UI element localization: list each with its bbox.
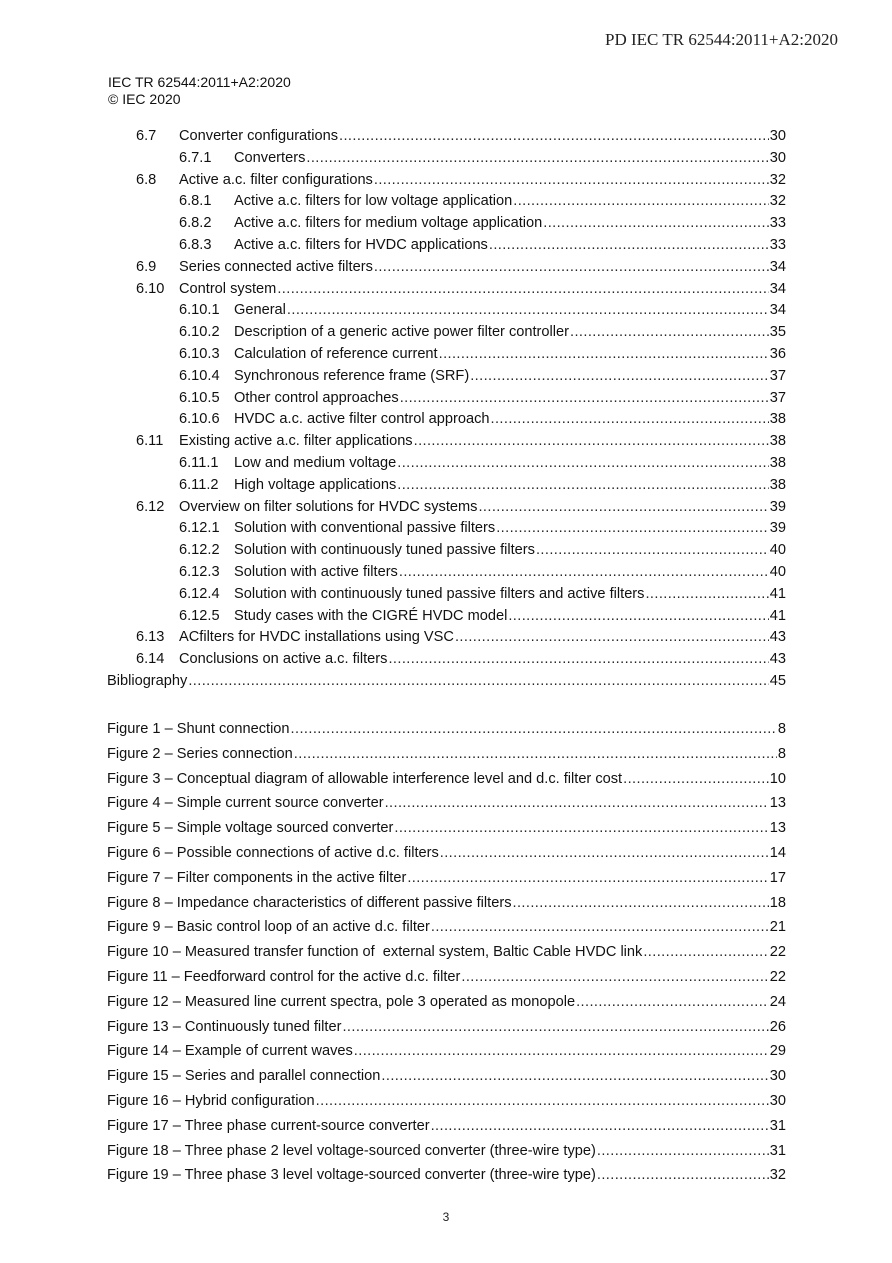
dot-leader	[291, 721, 777, 737]
dot-leader	[342, 1019, 768, 1035]
page-ref: 18	[769, 894, 786, 911]
dot-leader	[543, 215, 769, 231]
entry-title: Figure 19 – Three phase 3 level voltage-sourced converter (three-wire type)	[107, 1167, 596, 1184]
dot-leader	[294, 746, 777, 762]
page-ref: 26	[769, 1018, 786, 1035]
page-ref: 34	[769, 258, 786, 275]
dot-leader	[339, 128, 769, 144]
page-ref: 39	[769, 498, 786, 515]
dot-leader	[394, 820, 768, 836]
toc-entry[interactable]	[179, 193, 786, 213]
section-number: 6.10.2	[179, 324, 220, 341]
dot-leader	[306, 150, 768, 166]
page-ref: 33	[769, 215, 786, 232]
page-ref: 41	[769, 607, 786, 624]
page-ref: 32	[769, 1167, 786, 1184]
section-number: 6.9	[136, 258, 157, 275]
entry-title: Figure 1 – Shunt connection	[107, 721, 290, 737]
section-number: 6.11.2	[179, 476, 219, 493]
entry-title: Active a.c. filters for low voltage application	[234, 193, 513, 210]
page-ref: 30	[769, 1093, 786, 1109]
toc-entry[interactable]	[179, 477, 786, 497]
toc-entry[interactable]	[179, 520, 786, 540]
entry-title: Figure 6 – Possible connections of active d.c. filters	[107, 845, 439, 861]
page-ref: 40	[769, 542, 786, 559]
entry-title: Existing active a.c. filter applications	[179, 433, 413, 450]
entry-title: Study cases with the CIGRÉ HVDC model	[234, 607, 508, 624]
entry-title: Converter configurations	[179, 128, 338, 144]
entry-title: Bibliography	[107, 673, 188, 689]
dot-leader	[597, 1143, 769, 1159]
entry-title: Active a.c. filter configurations	[179, 171, 373, 188]
page-ref: 29	[769, 1043, 786, 1060]
section-number: 6.12	[136, 498, 165, 515]
page-ref: 22	[769, 944, 786, 961]
entry-title: Figure 3 – Conceptual diagram of allowable interference level and d.c. filter cost	[107, 770, 623, 787]
entry-title: Figure 14 – Example of current waves	[107, 1043, 353, 1060]
document-id: IEC TR 62544:2011+A2:2020	[108, 74, 291, 90]
page-ref: 17	[769, 869, 786, 886]
entry-title: Low and medium voltage	[234, 455, 397, 471]
entry-title: Calculation of reference current	[234, 346, 438, 362]
page-ref: 30	[769, 1068, 786, 1085]
dot-leader	[277, 281, 768, 297]
page-ref: 39	[769, 520, 786, 537]
entry-title: Figure 7 – Filter components in the active filter	[107, 869, 407, 886]
entry-title: Figure 10 – Measured transfer function of external system, Baltic Cable HVDC link	[107, 944, 643, 961]
entry-title: Figure 9 – Basic control loop of an active d.c. filter	[107, 919, 430, 936]
toc-entry[interactable]	[136, 433, 786, 453]
section-number: 6.14	[136, 651, 165, 668]
page-ref: 13	[769, 820, 786, 837]
dot-leader	[414, 433, 769, 449]
page-ref: 30	[769, 128, 786, 144]
page-ref: 8	[777, 745, 786, 762]
page-ref: 22	[769, 969, 786, 985]
section-number: 6.12.5	[179, 607, 220, 624]
entry-title: Other control approaches	[234, 389, 399, 406]
dot-leader	[354, 1043, 769, 1059]
toc-entry[interactable]	[136, 172, 786, 192]
entry-title: Figure 15 – Series and parallel connection	[107, 1068, 381, 1085]
section-number: 6.12.3	[179, 564, 220, 580]
toc-entry[interactable]	[136, 128, 786, 148]
page-ref: 31	[769, 1142, 786, 1159]
page-ref: 14	[769, 845, 786, 861]
figure-entry[interactable]	[107, 1043, 786, 1063]
page-ref: 43	[769, 629, 786, 646]
figure-entry[interactable]	[107, 1143, 786, 1163]
section-number: 6.12.2	[179, 542, 220, 559]
toc-entry[interactable]	[179, 346, 786, 366]
section-number: 6.8	[136, 171, 157, 188]
dot-leader	[400, 390, 769, 406]
dot-leader	[440, 845, 769, 861]
page-ref: 32	[769, 171, 786, 188]
toc-entry[interactable]	[179, 586, 786, 606]
dot-leader	[478, 499, 768, 515]
entry-title: Figure 17 – Three phase current-source converter	[107, 1117, 430, 1134]
dot-leader	[397, 477, 769, 493]
section-number: 6.11	[136, 433, 164, 450]
dot-leader	[513, 193, 769, 209]
entry-title: Figure 13 – Continuously tuned filter	[107, 1018, 342, 1035]
page-ref: 32	[769, 193, 786, 210]
dot-leader	[491, 411, 769, 427]
section-number: 6.7.1	[179, 149, 212, 166]
figure-entry[interactable]	[107, 969, 786, 989]
entry-title: Active a.c. filters for medium voltage application	[234, 215, 543, 232]
dot-leader	[385, 795, 769, 811]
section-number: 6.12.1	[179, 520, 220, 537]
top-right-header: PD IEC TR 62544:2011+A2:2020	[605, 30, 838, 49]
entry-title: Overview on filter solutions for HVDC systems	[179, 498, 478, 515]
dot-leader	[287, 302, 769, 318]
dot-leader	[431, 1118, 769, 1134]
dot-leader	[374, 259, 769, 275]
dot-leader	[407, 870, 768, 886]
section-number: 6.10.1	[179, 302, 220, 319]
entry-title: Control system	[179, 280, 277, 297]
figure-entry[interactable]	[107, 721, 786, 741]
page-ref: 30	[769, 149, 786, 166]
dot-leader	[455, 629, 769, 645]
entry-title: Description of a generic active power filter controller	[234, 324, 569, 341]
figure-entry[interactable]	[107, 919, 786, 939]
figure-entry[interactable]	[107, 895, 786, 915]
page-ref: 31	[769, 1117, 786, 1134]
page-ref: 33	[769, 237, 786, 253]
dot-leader	[643, 944, 768, 960]
section-number: 6.10.5	[179, 389, 220, 406]
entry-title: Synchronous reference frame (SRF)	[234, 367, 470, 384]
entry-title: Figure 8 – Impedance characteristics of different passive filters	[107, 894, 512, 911]
figure-entry[interactable]	[107, 1019, 786, 1039]
page-ref: 41	[769, 585, 786, 602]
dot-leader	[399, 564, 769, 580]
section-number: 6.11.1	[179, 455, 219, 471]
entry-title: Figure 2 – Series connection	[107, 745, 293, 762]
entry-title: Solution with continuously tuned passive filters	[234, 542, 535, 559]
page-ref: 38	[769, 476, 786, 493]
page-ref: 10	[769, 770, 786, 787]
section-number: 6.10.6	[179, 411, 220, 428]
entry-title: ACfilters for HVDC installations using VSC	[179, 629, 454, 646]
entry-title: Figure 16 – Hybrid configuration	[107, 1093, 315, 1109]
section-number: 6.8.3	[179, 237, 212, 253]
figure-entry[interactable]	[107, 771, 786, 791]
entry-title: Series connected active filters	[179, 258, 373, 275]
toc-entry[interactable]	[179, 608, 786, 628]
dot-leader	[388, 651, 768, 667]
toc-entry[interactable]	[179, 542, 786, 562]
figure-entry[interactable]	[107, 1118, 786, 1138]
figure-entry[interactable]	[107, 870, 786, 890]
dot-leader	[188, 673, 768, 689]
figure-entry[interactable]	[107, 1167, 786, 1187]
dot-leader	[570, 324, 769, 340]
copyright-notice: © IEC 2020	[108, 91, 181, 107]
page-ref: 37	[769, 367, 786, 384]
dot-leader	[597, 1167, 769, 1183]
dot-leader	[645, 586, 768, 602]
section-number: 6.10.3	[179, 346, 220, 362]
page-ref: 21	[769, 919, 786, 936]
page-ref: 8	[777, 721, 786, 737]
dot-leader	[623, 771, 769, 787]
toc-entry[interactable]	[136, 281, 786, 301]
toc-entry[interactable]	[179, 564, 786, 584]
page-ref: 36	[769, 346, 786, 362]
dot-leader	[496, 520, 769, 536]
page-ref: 13	[769, 795, 786, 812]
page-ref: 37	[769, 389, 786, 406]
toc-entry[interactable]	[136, 651, 786, 671]
section-number: 6.10.4	[179, 367, 220, 384]
dot-leader	[489, 237, 769, 253]
page-ref: 43	[769, 651, 786, 668]
section-number: 6.10	[136, 280, 165, 297]
dot-leader	[374, 172, 769, 188]
dot-leader	[316, 1093, 769, 1109]
page-ref: 45	[769, 673, 786, 689]
page-ref: 38	[769, 411, 786, 428]
toc-entry[interactable]	[179, 237, 786, 257]
page-ref: 35	[769, 324, 786, 341]
page-ref: 24	[769, 993, 786, 1010]
dot-leader	[513, 895, 769, 911]
section-number: 6.8.1	[179, 193, 212, 210]
figure-entry[interactable]	[107, 746, 786, 766]
document-header	[108, 74, 291, 108]
figure-entry[interactable]	[107, 845, 786, 865]
figure-entry[interactable]	[107, 1093, 786, 1113]
toc-entry[interactable]	[179, 411, 786, 431]
entry-title: Figure 5 – Simple voltage sourced converter	[107, 820, 394, 837]
section-number: 6.8.2	[179, 215, 212, 232]
entry-title: Active a.c. filters for HVDC applications	[234, 237, 488, 253]
toc-entry[interactable]	[179, 150, 786, 170]
entry-title: Converters	[234, 149, 306, 166]
toc-entry[interactable]	[136, 629, 786, 649]
figure-entry[interactable]	[107, 795, 786, 815]
toc-entry[interactable]	[136, 259, 786, 279]
page-ref: 34	[769, 280, 786, 297]
toc-entry[interactable]	[179, 455, 786, 475]
page-ref: 38	[769, 433, 786, 450]
toc-entry[interactable]	[179, 324, 786, 344]
figure-entry[interactable]	[107, 994, 786, 1014]
toc-entry[interactable]	[107, 673, 786, 693]
toc-entry[interactable]	[136, 499, 786, 519]
figure-entry[interactable]	[107, 944, 786, 964]
entry-title: Solution with conventional passive filters	[234, 520, 496, 537]
page-ref: 40	[769, 564, 786, 580]
page-number: 3	[442, 1210, 450, 1224]
section-number: 6.7	[136, 128, 157, 144]
dot-leader	[470, 368, 769, 384]
entry-title: Figure 12 – Measured line current spectra, pole 3 operated as monopole	[107, 993, 576, 1010]
dot-leader	[381, 1068, 768, 1084]
entry-title: General	[234, 302, 286, 319]
dot-leader	[439, 346, 769, 362]
entry-title: Figure 18 – Three phase 2 level voltage-sourced converter (three-wire type)	[107, 1142, 596, 1159]
page-ref: 34	[769, 302, 786, 319]
page-ref: 38	[769, 455, 786, 471]
entry-title: Figure 11 – Feedforward control for the active d.c. filter	[107, 969, 461, 985]
figure-entry[interactable]	[107, 1068, 786, 1088]
toc-entry[interactable]	[179, 215, 786, 235]
entry-title: Conclusions on active a.c. filters	[179, 651, 388, 668]
entry-title: Figure 4 – Simple current source converter	[107, 795, 384, 812]
dot-leader	[576, 994, 769, 1010]
dot-leader	[536, 542, 769, 558]
dot-leader	[431, 919, 769, 935]
dot-leader	[461, 969, 768, 985]
toc-entry[interactable]	[179, 368, 786, 388]
toc-entry[interactable]	[179, 302, 786, 322]
figure-entry[interactable]	[107, 820, 786, 840]
entry-title: Solution with active filters	[234, 564, 398, 580]
entry-title: High voltage applications	[234, 476, 397, 493]
dot-leader	[397, 455, 769, 471]
section-number: 6.12.4	[179, 585, 220, 602]
entry-title: Solution with continuously tuned passive filters and active filters	[234, 585, 645, 602]
dot-leader	[508, 608, 768, 624]
entry-title: HVDC a.c. active filter control approach	[234, 411, 490, 428]
toc-entry[interactable]	[179, 390, 786, 410]
section-number: 6.13	[136, 629, 165, 646]
